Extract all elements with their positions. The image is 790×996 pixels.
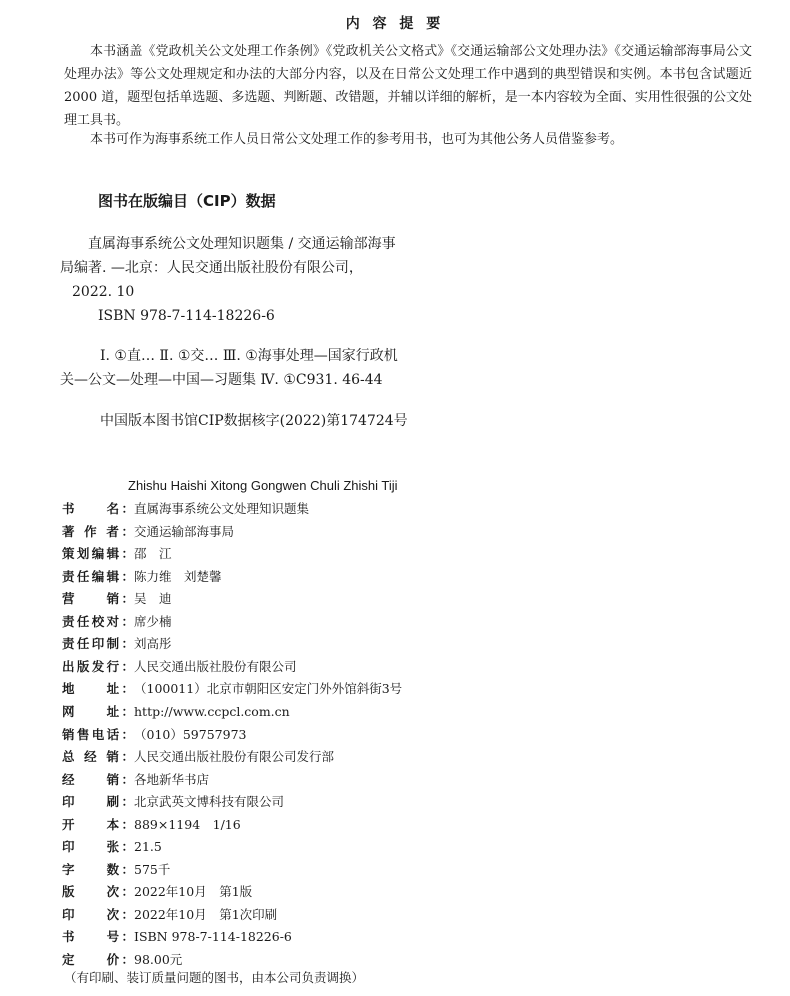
cip-heading: 图书在版编目（CIP）数据 xyxy=(98,192,276,210)
info-row xyxy=(62,747,334,767)
info-value: 2022年10月 第1次印刷 xyxy=(134,906,278,922)
info-value: 邵 江 xyxy=(134,546,172,562)
pinyin-title: Zhishu Haishi Xitong Gongwen Chuli Zhishi Tiji xyxy=(128,478,398,493)
info-value: 人民交通出版社股份有限公司 xyxy=(134,658,297,674)
info-label: 书 名： xyxy=(62,501,134,516)
cip-classification xyxy=(60,344,480,392)
info-row xyxy=(62,499,309,519)
info-row xyxy=(62,725,246,745)
info-label: 版 次： xyxy=(62,884,134,900)
info-row xyxy=(62,905,277,925)
info-value: 吴 迪 xyxy=(134,591,172,607)
info-label: 网 址： xyxy=(62,703,134,719)
info-row xyxy=(62,927,292,947)
info-label: 经 销： xyxy=(62,771,134,787)
info-row xyxy=(62,770,209,790)
info-label: 出版发行： xyxy=(62,658,134,674)
info-label: 地 址： xyxy=(62,681,134,697)
summary-paragraph-1: 本书涵盖《党政机关公文处理工作条例》《党政机关公文格式》《交通运输部公文处理办法》《交通运输部海事局公文处理办法》等公文处理规定和办法的大部分内容，以及在日常公文处理工作中遇到的典型错误和实例。本书包含试题近 2000 道，题型包括单选题、多选题、判断题、改错题，并辅以详细的解析，是一本内容较为全面、实用性很强的公文处理工具书。 xyxy=(64,44,752,128)
info-row xyxy=(62,702,290,722)
info-row xyxy=(62,815,241,835)
info-value: （100011）北京市朝阳区安定门外外馆斜街3号 xyxy=(134,681,403,697)
info-row xyxy=(62,567,222,587)
info-label: 定 价： xyxy=(62,952,134,967)
info-row xyxy=(62,544,172,564)
info-label: 销售电话： xyxy=(62,726,134,742)
info-value: 陈力维 刘楚馨 xyxy=(134,568,222,584)
info-value: 98.00元 xyxy=(134,952,183,967)
cip-line-3: 2022. 10 xyxy=(72,284,135,300)
summary-title: 内 容 提 要 xyxy=(345,16,445,32)
info-label: 总 经 销： xyxy=(62,749,134,765)
info-row xyxy=(62,634,172,654)
info-row xyxy=(62,950,182,970)
info-row xyxy=(62,612,172,632)
info-row xyxy=(62,589,172,609)
info-value: 人民交通出版社股份有限公司发行部 xyxy=(134,749,335,765)
info-row xyxy=(62,860,170,880)
info-value: 各地新华书店 xyxy=(134,771,210,787)
cip-record-number: 中国版本图书馆CIP数据核字(2022)第174724号 xyxy=(100,413,408,429)
info-label: 印 次： xyxy=(62,906,134,922)
info-label: 责任校对： xyxy=(62,613,134,629)
info-value: （010）59757973 xyxy=(134,726,247,742)
info-value: 2022年10月 第1版 xyxy=(134,884,253,900)
info-row xyxy=(62,792,284,812)
info-value: ISBN 978-7-114-18226-6 xyxy=(134,929,292,945)
info-value: 交通运输部海事局 xyxy=(134,523,235,539)
info-value: 889×1194 1/16 xyxy=(134,816,241,832)
cip-line-1: 直属海事系统公文处理知识题集 / 交通运输部海事 xyxy=(88,236,396,252)
info-value: http://www.ccpcl.com.cn xyxy=(134,703,290,719)
info-label: 责任编辑： xyxy=(62,568,134,584)
info-label: 印 刷： xyxy=(62,794,134,810)
summary-paragraph-2: 本书可作为海事系统工作人员日常公文处理工作的参考用书，也可为其他公务人员借鉴参考。 xyxy=(90,132,624,147)
info-label: 责任印制： xyxy=(62,636,134,652)
cip-classification-line-2: 关—公文—处理—中国—习题集 Ⅳ. ①C931. 46-44 xyxy=(60,372,383,388)
info-label: 字 数： xyxy=(62,861,134,877)
info-value: 席少楠 xyxy=(134,613,172,629)
info-row xyxy=(62,522,234,542)
info-row xyxy=(62,837,162,857)
info-label: 策划编辑： xyxy=(62,546,134,562)
info-value: 575千 xyxy=(134,861,171,877)
info-label: 著 作 者： xyxy=(62,523,134,539)
info-label: 营 销： xyxy=(62,591,134,607)
cip-classification-line-1: Ⅰ. ①直… Ⅱ. ①交… Ⅲ. ①海事处理—国家行政机 xyxy=(100,348,398,364)
cip-isbn: ISBN 978-7-114-18226-6 xyxy=(98,308,275,324)
info-label: 印 张： xyxy=(62,839,134,855)
info-value: 北京武英文博科技有限公司 xyxy=(134,794,285,810)
info-row xyxy=(62,679,402,699)
info-label: 书 号： xyxy=(62,929,134,945)
info-row xyxy=(62,657,297,677)
quality-footnote: （有印刷、装订质量问题的图书，由本公司负责调换） xyxy=(64,970,365,985)
cip-line-2: 局编著. —北京：人民交通出版社股份有限公司， xyxy=(60,260,363,276)
cip-entry xyxy=(60,232,480,328)
info-value: 21.5 xyxy=(134,839,162,855)
info-value: 直属海事系统公文处理知识题集 xyxy=(134,501,310,516)
info-value: 刘高彤 xyxy=(134,636,172,652)
info-row xyxy=(62,882,252,902)
info-label: 开 本： xyxy=(62,816,134,832)
